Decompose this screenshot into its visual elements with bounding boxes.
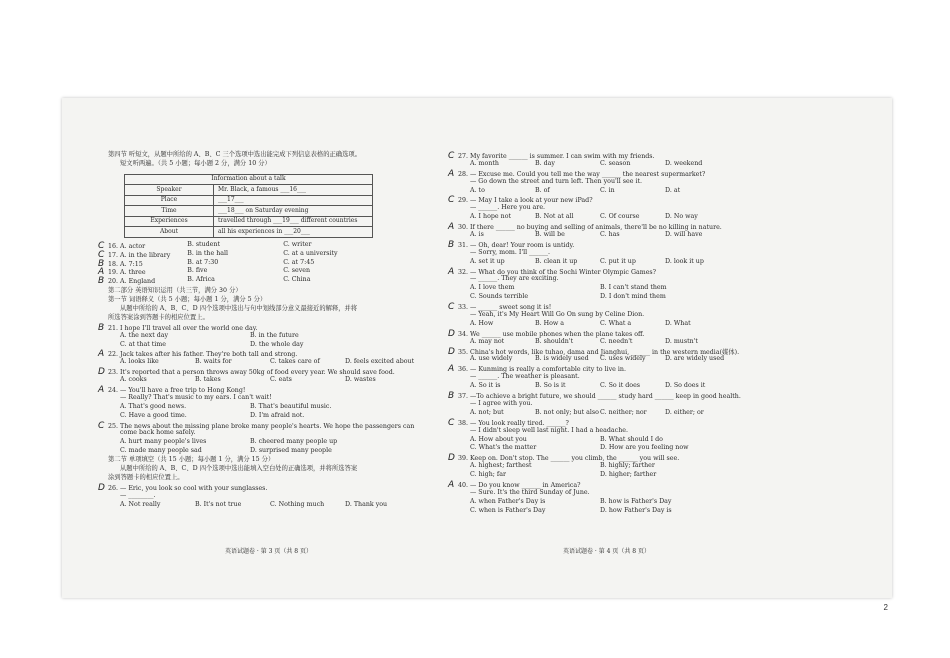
question-30: A 30. If there ______ no buying and selling of animals, there'll be no killing in nature.	[448, 222, 722, 233]
options: A. to B. of C. in D. at	[470, 186, 681, 194]
question-32: A 32. — What do you think of the Sochi Winter Olympic Games?	[448, 266, 657, 277]
instruction: 第四节 听短文，从题中所给的 A、B、C 三个选项中选出能完成下列信息表格的正确选项。	[108, 151, 361, 158]
question-38-reply: — I didn't sleep well last night. I had a headache.	[470, 426, 628, 434]
options: C. Have a good time. D. I'm afraid not.	[120, 411, 305, 419]
options: A. I love them B. I can't stand them	[470, 284, 667, 292]
info-table	[124, 174, 373, 238]
question-36-reply: — ______. The weather is pleasant.	[470, 373, 580, 381]
question-26-reply: — ________.	[120, 491, 156, 499]
options: C. when is Father's Day D. how Father's Day is	[470, 506, 672, 514]
handwritten-answer: B	[98, 322, 105, 333]
instruction: 涂到答题卡的相应位置上。	[108, 473, 184, 481]
question-20: B 20. A. England B. Africa C. China	[98, 276, 311, 287]
question-23: D 23. It's reported that a person throws away 50kg of food every year. We should save food.	[98, 367, 395, 378]
question-34: D 34. We ______ use mobile phones when the plane takes off.	[448, 328, 645, 339]
table-row: About all his experiences in ___20___	[125, 227, 373, 238]
page-footer: 英语试题卷 · 第 4 页（共 8 页）	[563, 548, 650, 555]
options: A. use widely B. is widely used C. uses widely D. are widely used	[470, 355, 725, 363]
table-header: Information about a talk	[125, 174, 373, 185]
handwritten-answer: B	[448, 391, 455, 402]
question-17: C 17. A. in the library B. in the hall C. at a university	[98, 249, 338, 260]
options: A. set it up B. clean it up C. put it up D. look it up	[470, 257, 704, 265]
question-24: A 24. — You'll have a free trip to Hong Kong!	[98, 385, 246, 396]
question-32-reply: — ______. They are exciting.	[470, 275, 559, 283]
question-18: B 18. A. 7:15 B. at 7:30 C. at 7:45	[98, 258, 315, 269]
options: A. may not B. shouldn't C. needn't D. mustn't	[470, 337, 698, 345]
options: C. made many people sad D. surprised many people	[120, 447, 332, 455]
handwritten-answer: C	[448, 195, 455, 206]
options: A. looks like B. waits for C. takes care of D. feels excited about	[120, 358, 415, 366]
section-heading: 第一节 词语释义（共 5 小题；每小题 1 分，满分 5 分）	[108, 296, 267, 304]
options: A. So it is B. So is it C. So it does D. So does it	[470, 382, 706, 390]
options: A. Not really B. It's not true C. Nothing much D. Thank you	[120, 500, 388, 508]
instruction: 从题中所给的 A、B、C、D 四个选项中选出能填入空白处的正确选项，并将所选答案	[120, 465, 358, 473]
question-40-reply: — Sure. It's the third Sunday of June.	[470, 488, 590, 496]
table-row: Experiences travelled through ___19___ different countries	[125, 216, 373, 227]
question-31-reply: — Sorry, mom. I'll ______.	[470, 248, 551, 256]
instruction: 从题中所给的 A、B、C、D 四个选项中选出与句中划线部分意义最接近的解释，并将	[120, 305, 358, 313]
handwritten-answer: A	[448, 222, 455, 233]
options: A. cooks B. takes C. eats D. wastes	[120, 376, 376, 384]
options: C. Sounds terrible D. I don't mind them	[470, 293, 666, 301]
question-21: B 21. I hope I'll travel all over the world one day.	[98, 322, 258, 333]
handwritten-answer: A	[448, 168, 455, 179]
table-row: Speaker Mr. Black, a famous ___16___	[125, 185, 373, 196]
handwritten-answer: A	[448, 479, 455, 490]
instruction: 所选答案涂到答题卡的相应位置上。	[108, 313, 209, 321]
handwritten-answer: B	[448, 239, 455, 250]
question-28-reply: — Go down the street and turn left. Then you'll see it.	[470, 177, 642, 185]
handwritten-answer: A	[98, 349, 105, 360]
handwritten-answer: A	[98, 267, 105, 278]
handwritten-answer: C	[98, 249, 105, 260]
left-column	[98, 151, 488, 511]
question-38: C 38. — You look really tired. ______?	[448, 417, 569, 428]
question-31: B 31. — Oh, dear! Your room is untidy.	[448, 239, 575, 250]
section-heading: 第二节 单项填空（共 15 小题；每小题 1 分，满分 15 分）	[108, 456, 275, 464]
handwritten-answer: B	[98, 258, 105, 269]
handwritten-answer: C	[448, 417, 455, 428]
question-29: C 29. — May I take a look at your new iPad?	[448, 195, 593, 206]
question-22: A 22. Jack takes after his father. They're both tall and strong.	[98, 349, 298, 360]
options: C. What's the matter D. How are you feeling now	[470, 444, 689, 452]
options: A. when Father's Day is B. how is Father's Day	[470, 497, 672, 505]
handwritten-answer: D	[448, 346, 455, 357]
options: A. That's good news. B. That's beautiful music.	[120, 402, 332, 410]
table-row: Place ___17___	[125, 195, 373, 206]
question-27: C 27. My favorite ______ is summer. I can swim with my friends.	[448, 151, 655, 161]
page-footer: 英语试题卷 · 第 3 页（共 8 页）	[225, 548, 312, 555]
handwritten-answer: A	[448, 364, 455, 375]
options: A. is B. will be C. has D. will have	[470, 231, 703, 239]
options: A. not; but B. not only; but also C. neither; nor D. either; or	[470, 408, 704, 416]
options: A. I hope not B. Not at all C. Of course D. No way	[470, 213, 698, 221]
handwritten-answer: D	[448, 453, 455, 464]
question-36: A 36. — Kunming is really a comfortable city to live in.	[448, 364, 626, 375]
handwritten-answer: A	[98, 385, 105, 396]
question-26: D 26. — Eric, you look so cool with your sunglasses.	[98, 482, 268, 493]
handwritten-answer: D	[448, 328, 455, 339]
table-row: Time ___18___ on Saturday evening	[125, 206, 373, 217]
question-37-reply: — I agree with you.	[470, 399, 533, 407]
handwritten-answer: D	[98, 367, 105, 378]
question-29-reply: — ______. Here you are.	[470, 204, 546, 212]
handwritten-answer: D	[98, 482, 105, 493]
question-35: D 35. China's hot words, like tuhao, dama and Jianghui, ______ in the western media(媒体).	[448, 346, 740, 357]
question-16: C 16. A. actor B. student C. writer	[98, 240, 312, 251]
question-40: A 40. — Do you know ______ in America?	[448, 479, 581, 490]
options: A. month B. day C. season D. weekend	[470, 159, 703, 167]
question-25: C 25. The news about the missing plane broke many people's hearts. We hope the passengers can	[98, 420, 415, 431]
right-column	[448, 151, 858, 517]
handwritten-answer: A	[448, 266, 455, 277]
handwritten-answer: C	[98, 420, 105, 431]
options: C. at that time D. the whole day	[120, 340, 304, 348]
options: A. the next day B. in the future	[120, 331, 299, 339]
options: A. highest; farthest B. highly; farther	[470, 462, 655, 470]
page-number: 2	[883, 603, 888, 612]
options: A. hurt many people's lives B. cheered many people up	[120, 438, 338, 446]
handwritten-answer: C	[98, 240, 105, 251]
question-33: C 33. — ______ sweet song it is!	[448, 302, 552, 313]
handwritten-answer: B	[98, 276, 105, 287]
question-37: B 37. —To achieve a bright future, we should ______ study hard ______ keep in good health.	[448, 391, 741, 402]
question-25-cont: come back home safely.	[120, 429, 196, 437]
instruction: 短文听两遍。（共 5 小题；每小题 2 分，满分 10 分）	[120, 159, 271, 167]
options: C. high; far D. higher; farther	[470, 471, 657, 479]
handwritten-answer: C	[448, 151, 455, 161]
question-24-reply: — Really? That's music to my ears. I can't wait!	[120, 393, 272, 401]
handwritten-answer: C	[448, 302, 455, 313]
section-heading: 第二部分 英语知识运用（共三节，满分 30 分）	[108, 287, 242, 295]
options: A. How B. How a C. What a D. What	[470, 319, 691, 327]
question-19: A 19. A. three B. five C. seven	[98, 267, 311, 278]
question-33-reply: — Yeah, it's My Heart Will Go On sung by Celine Dion.	[470, 311, 645, 319]
question-28: A 28. — Excuse me. Could you tell me the way ______ the nearest supermarket?	[448, 168, 706, 179]
options: A. How about you B. What should I do	[470, 435, 663, 443]
question-39: D 39. Keep on. Don't stop. The ______ you climb, the ______ you will see.	[448, 453, 680, 464]
